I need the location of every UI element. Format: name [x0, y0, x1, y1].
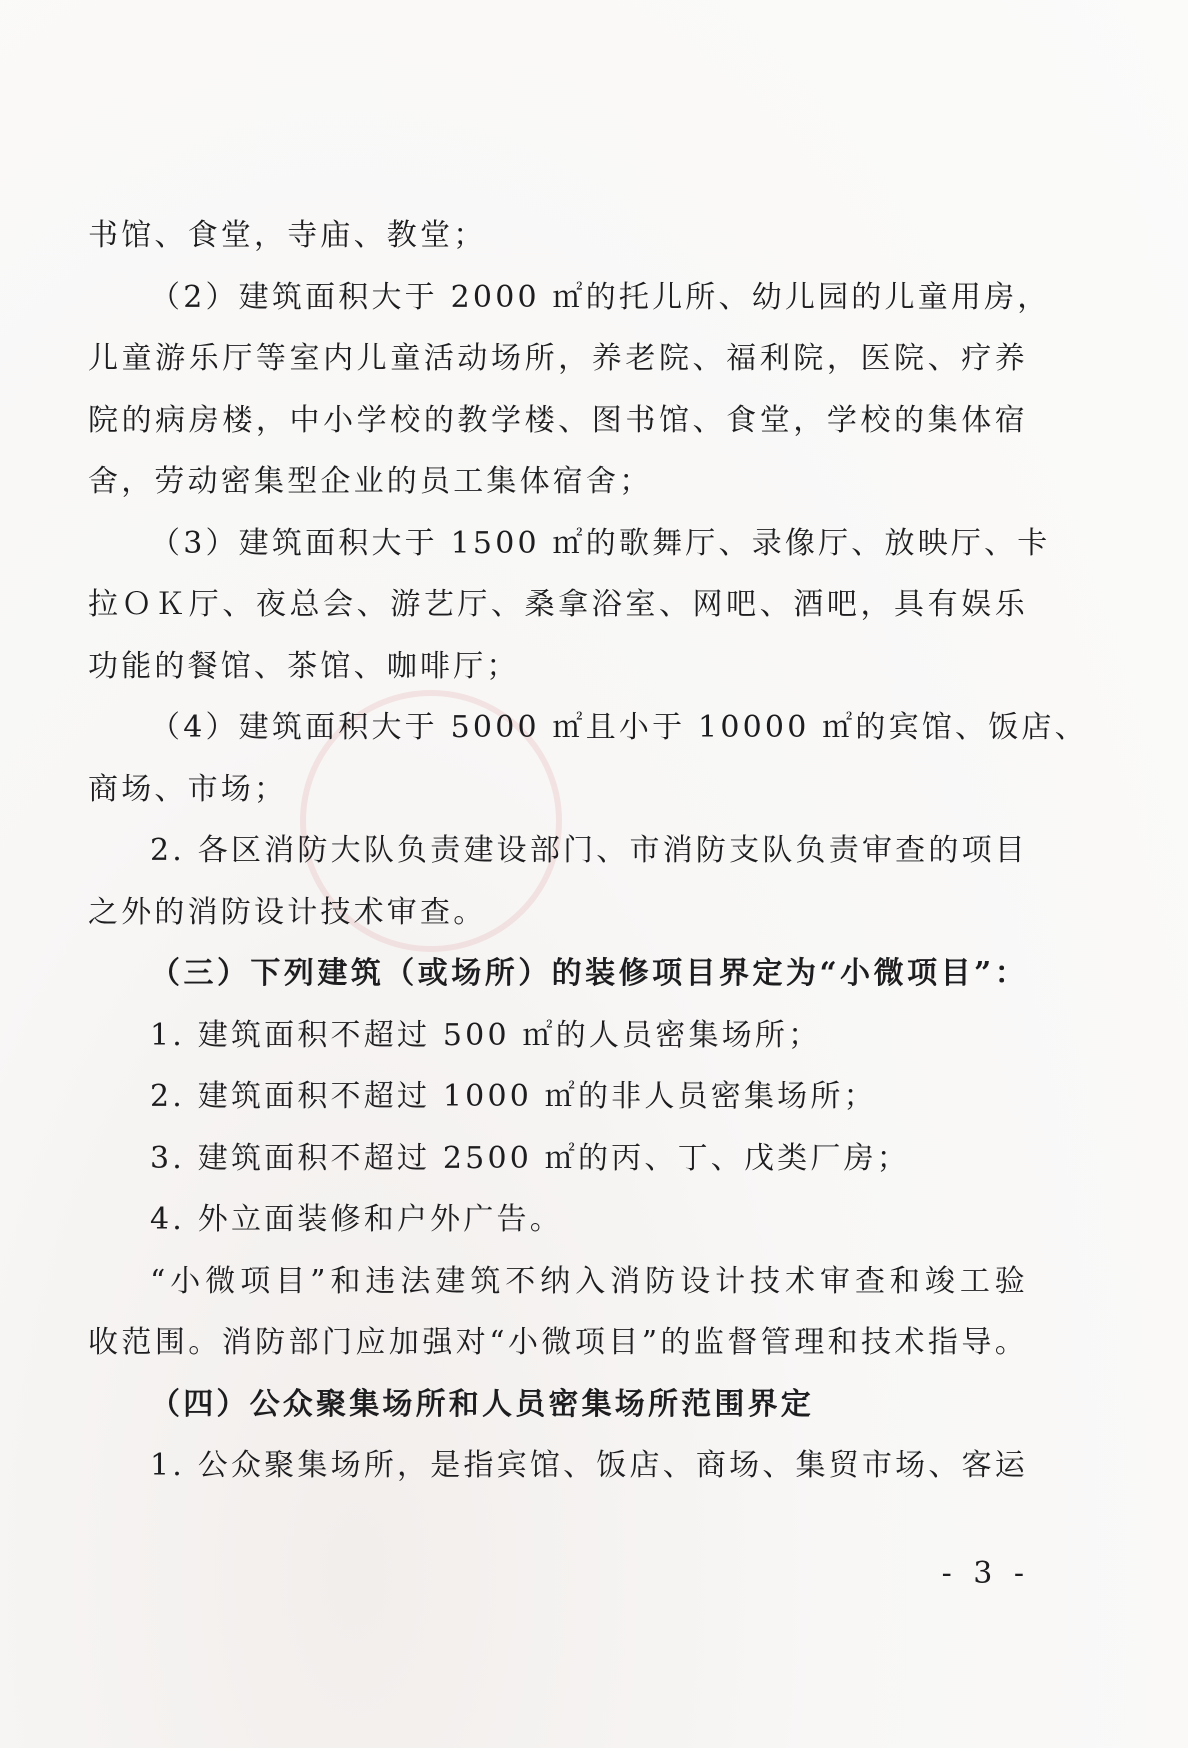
- text-line: 商场、市场；: [88, 771, 288, 807]
- text-line: 儿童游乐厅等室内儿童活动场所，养老院、福利院，医院、疗养: [88, 341, 1028, 376]
- text-line: 院的病房楼，中小学校的教学楼、图书馆、食堂，学校的集体宿: [88, 402, 1028, 438]
- document-body: [88, 205, 1088, 1497]
- text-line: 书馆、食堂，寺庙、教堂；: [88, 218, 487, 253]
- text-line: 收范围。消防部门应加强对“小微项目”的监督管理和技术指导。: [88, 1325, 1028, 1360]
- text-line: 拉ＯＫ厅、夜总会、游艺厅、桑拿浴室、网吧、酒吧，具有娱乐: [88, 587, 1028, 622]
- text-line: 1. 公众聚集场所，是指宾馆、饭店、商场、集贸市场、客运: [150, 1448, 1028, 1483]
- list-item: 1. 建筑面积不超过 500 ㎡的人员密集场所；: [150, 1017, 822, 1053]
- text-line: 舍，劳动密集型企业的员工集体宿舍；: [88, 464, 653, 499]
- page-number: - 3 -: [941, 1556, 1030, 1591]
- text-line: 2. 各区消防大队负责建设部门、市消防支队负责审查的项目: [150, 833, 1028, 868]
- list-item: 3. 建筑面积不超过 2500 ㎡的丙、丁、戊类厂房；: [150, 1140, 910, 1176]
- text-line: （4）建筑面积大于 5000 ㎡且小于 10000 ㎡的宾馆、饭店、: [150, 710, 1088, 745]
- section-heading: （四）公众聚集场所和人员密集场所范围界定: [150, 1386, 814, 1422]
- text-line: 之外的消防设计技术审查。: [88, 894, 487, 930]
- list-item: 4. 外立面装修和户外广告。: [150, 1202, 563, 1237]
- text-line: （2）建筑面积大于 2000 ㎡的托儿所、幼儿园的儿童用房，: [150, 279, 1051, 315]
- section-heading: （三）下列建筑（或场所）的装修项目界定为“小微项目”：: [150, 956, 1028, 991]
- list-item: 2. 建筑面积不超过 1000 ㎡的非人员密集场所；: [150, 1079, 877, 1114]
- text-line: 功能的餐馆、茶馆、咖啡厅；: [88, 648, 520, 684]
- text-line: （3）建筑面积大于 1500 ㎡的歌舞厅、录像厅、放映厅、卡: [150, 525, 1051, 561]
- text-line: “小微项目”和违法建筑不纳入消防设计技术审查和竣工验: [150, 1263, 1028, 1299]
